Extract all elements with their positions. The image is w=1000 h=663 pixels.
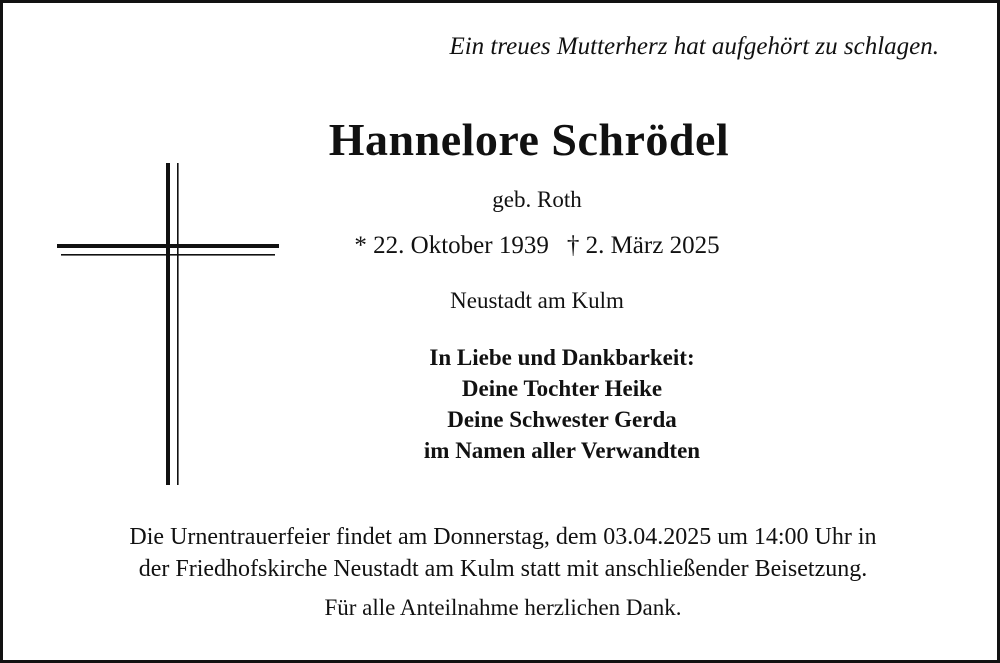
mourners-block bbox=[3, 342, 1000, 466]
hometown: Neustadt am Kulm bbox=[450, 288, 624, 313]
mourners-heading: In Liebe und Dankbarkeit: bbox=[429, 345, 695, 370]
death-date: † 2. März 2025 bbox=[566, 232, 720, 259]
mourner-line: im Namen aller Verwandten bbox=[423, 438, 701, 463]
birth-name: geb. Roth bbox=[492, 187, 582, 212]
motto-line: Ein treues Mutterherz hat aufgehört zu schlagen. bbox=[449, 33, 939, 60]
ceremony-info bbox=[3, 521, 1000, 585]
mourner-line: Deine Tochter Heike bbox=[461, 376, 663, 401]
mourner-line: Deine Schwester Gerda bbox=[447, 407, 677, 432]
birth-date: * 22. Oktober 1939 bbox=[354, 232, 549, 259]
deceased-name: Hannelore Schrödel bbox=[328, 114, 730, 165]
life-dates bbox=[3, 232, 1000, 260]
thanks-line: Für alle Anteilnahme herzlichen Dank. bbox=[324, 595, 682, 620]
ceremony-line: der Friedhofskirche Neustadt am Kulm statt mit anschließender Beisetzung. bbox=[138, 556, 868, 582]
ceremony-line: Die Urnentrauerfeier findet am Donnerstag, dem 03.04.2025 um 14:00 Uhr in bbox=[129, 524, 877, 550]
